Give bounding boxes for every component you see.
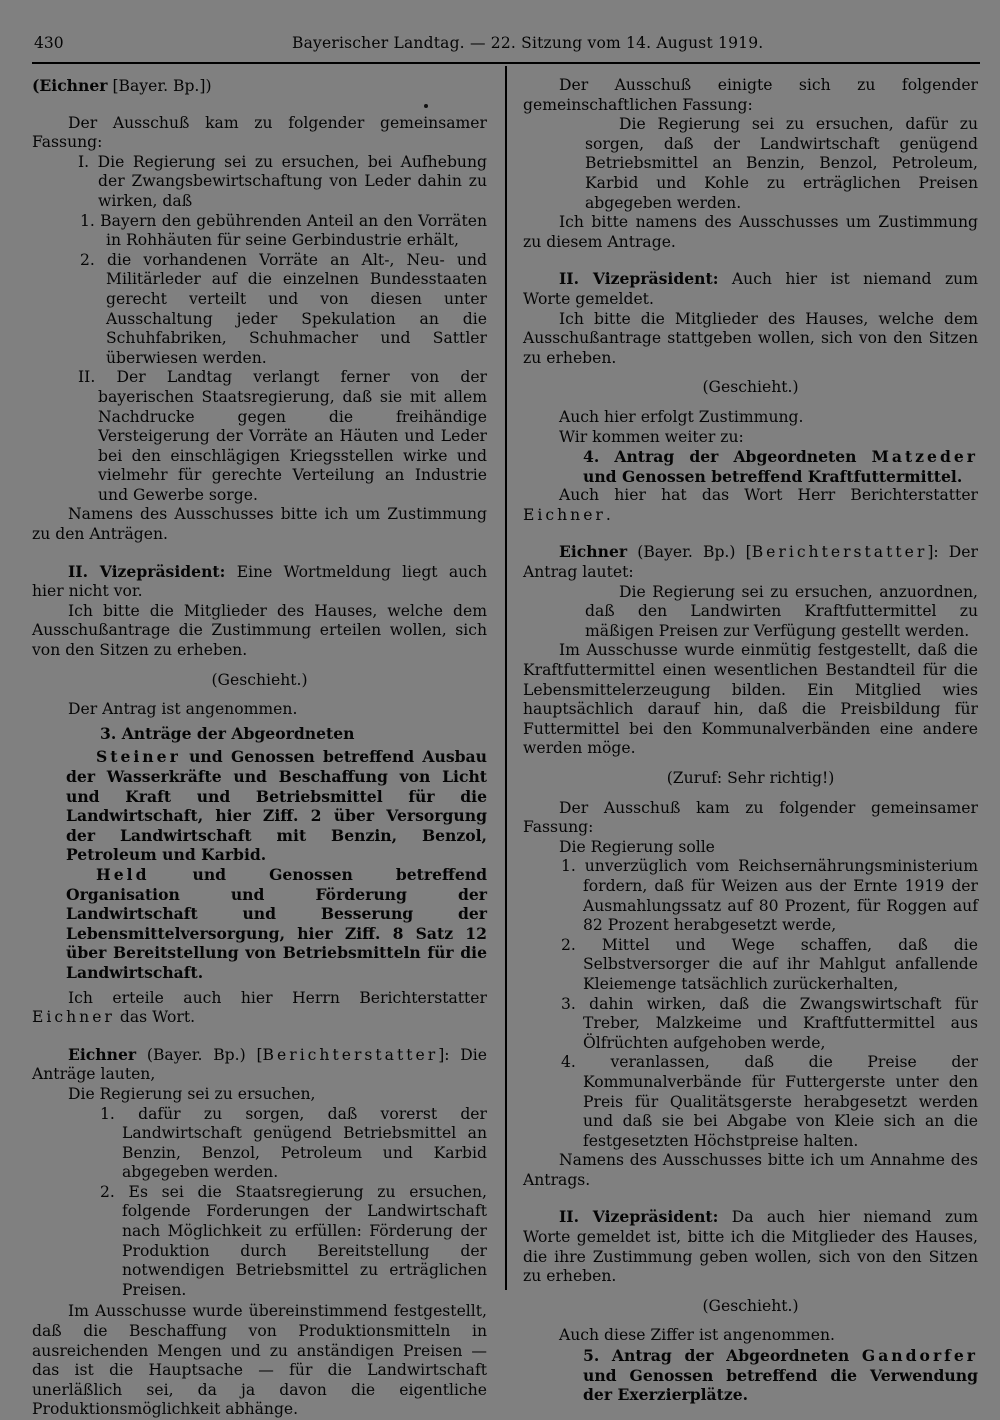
text-run: (Bayer. Bp.) [ [136, 1045, 263, 1064]
paragraph: Namens des Ausschusses bitte ich um Annahme des Antrags. [523, 1151, 978, 1189]
paragraph: Wir kommen weiter zu: [559, 427, 744, 446]
page-header [34, 34, 974, 58]
list-item: 2. Es sei die Staatsregierung zu ersuchen, folgende Forderungen der Landwirtschaft nach Möglichkeit zu erfüllen: Förderung der Produktion durch Bereitstellung der notwendigen Betriebsmittel zu erträglichen Preisen. [100, 1182, 487, 1299]
speaker-name: Eichner [559, 542, 628, 562]
list-item: 2. Mittel und Wege schaffen, daß die Selbstversorger die auf ihr Mahlgut anfallende Kleiemenge tatsächlich zurückerhalten, [561, 935, 978, 993]
paragraph: Ich bitte namens des Ausschusses um Zustimmung zu diesem Antrage. [523, 213, 978, 251]
paragraph: Die Regierung sei zu ersuchen, [68, 1084, 316, 1103]
list-item: 3. dahin wirken, daß die Zwangswirtschaft für Treber, Malzkeime und Kraftfuttermittel aus Ölfrüchten aufgehoben werde, [561, 994, 978, 1052]
block-quote: Die Regierung sei zu ersuchen, dafür zu sorgen, daß der Landwirtschaft genügend Betriebsmittel an Benzin, Benzol, Petroleum, Karbid und Kohle zu erträglichen Preisen abgegeben werden. [585, 115, 978, 212]
speech-text: Eine Wortmeldung liegt auch hier nicht vor. [32, 562, 487, 601]
reporter-name: Eichner [32, 1008, 115, 1027]
motion-subject: und Genossen betreffend Organisation und Förderung der Landwirtschaft und Besserung der Lebensmittelversorgung, hier Ziff. 8 Satz 12 über Bereitstellung von Betriebsmitteln für die Landwirtschaft. [66, 864, 487, 982]
text-run: 4. Antrag der Abgeordneten [583, 447, 872, 467]
text-run: und Genossen betreffend die Verwendung der Exerzierplätze. [583, 1365, 978, 1405]
paragraph: Im Ausschusse wurde einmütig festgestellt, daß die Kraftfuttermittel einen wesentlichen Bestandteil für die Lebensmittelerzeugung bilden. Ein Mitglied wies hauptsächlich darauf hin, daß die Preisbildung für Futtermittel bei den Kommunalverbänden eine andere werden möge. [523, 641, 978, 758]
text-run: und Genossen betreffend Kraftfuttermittel. [583, 466, 963, 486]
speaker-head [32, 76, 487, 97]
motion-author: Matzeder [871, 447, 978, 467]
paragraph: Der Antrag ist angenommen. [68, 700, 298, 719]
role-label: Berichterstatter [751, 543, 928, 562]
right-column [523, 70, 978, 1405]
speaker-paragraph [32, 562, 487, 602]
speaker-name: Eichner [68, 1044, 137, 1064]
paragraph: Ich bitte die Mitglieder des Hauses, welche dem Ausschußantrage die Zustimmung erteilen wollen, sich von den Sitzen zu erheben. [32, 601, 487, 660]
list-item: 4. veranlassen, daß die Preise der Kommunalverbände für Futtergerste unter den Preis für Qualitätsgerste herabgesetzt werden und daß sie bei Abgabe von Kleie sich an die festgesetzten Höchstpreise halten. [561, 1053, 978, 1150]
speaker-name: II. Vizepräsident: [559, 1207, 719, 1227]
agenda-heading [523, 447, 978, 486]
paragraph: Die Regierung solle [559, 837, 715, 856]
speaker-party: [Bayer. Bp.]) [107, 77, 212, 95]
text-run: ]: Der Antrag lautet: [523, 543, 978, 582]
paragraph: Im Ausschusse wurde übereinstimmend festgestellt, daß die Beschaffung von Produktionsmitteln in ausreichenden Mengen und zu anständigen Preisen — das ist die Hauptsache — für die Landwirtschaft unerläßlich sei, da ja davon die eigentliche Produktionsmöglichkeit abhänge. [32, 1302, 487, 1419]
paragraph [32, 989, 487, 1028]
motion-author: Held [96, 864, 150, 884]
text-run: Ich erteile auch hier Herrn Berichterstatter [68, 988, 487, 1007]
paragraph: Namens des Ausschusses bitte ich um Zustimmung zu den Anträgen. [32, 505, 487, 544]
ink-speck [424, 104, 428, 108]
text-run: das Wort. [114, 1008, 196, 1027]
paragraph: Auch diese Ziffer ist angenommen. [559, 1326, 835, 1345]
speech-text: Da auch hier niemand zum Worte gemeldet ist, bitte ich die Mitglieder des Hauses, die ihre Zustimmung geben wollen, sich von den Sitzen zu erheben. [523, 1208, 978, 1286]
speaker-paragraph [523, 1207, 978, 1286]
paragraph: Der Ausschuß kam zu folgender gemeinsamer Fassung: [523, 798, 978, 837]
paragraph: Ich bitte die Mitglieder des Hauses, welche dem Ausschußantrage stattgeben wollen, sich von den Sitzen zu erheben. [523, 309, 978, 367]
paragraph: Der Ausschuß kam zu folgender gemeinsamer Fassung: [32, 113, 487, 152]
header-rule [32, 62, 980, 64]
list-item: 1. unverzüglich vom Reichsernährungsministerium fordern, daß für Weizen aus der Ernte 1919 der Ausmahlungssatz auf 80 Prozent, für Roggen auf 82 Prozent herabgesetzt werde, [561, 857, 978, 935]
motion-text [32, 747, 487, 865]
speaker-paragraph [523, 542, 978, 582]
text-run: Auch hier hat das Wort Herr Berichterstatter [559, 486, 978, 505]
page-number: 430 [34, 34, 64, 52]
agenda-heading [523, 1346, 978, 1405]
agenda-heading: 3. Anträge der Abgeordneten [100, 723, 355, 743]
speaker-name: II. Vizepräsident: [68, 561, 226, 581]
text-run: 5. Antrag der Abgeordneten [583, 1346, 862, 1366]
motion-text [32, 865, 487, 983]
stage-direction: (Geschieht.) [702, 1296, 799, 1315]
list-item: I. Die Regierung sei zu ersuchen, bei Aufhebung der Zwangsbewirtschaftung von Leder dahin zu wirken, daß [78, 152, 487, 210]
text-run: (Bayer. Bp.) [ [627, 543, 752, 562]
stage-direction: (Geschieht.) [702, 378, 799, 397]
paragraph: Auch hier erfolgt Zustimmung. [559, 407, 804, 426]
paragraph: Der Ausschuß einigte sich zu folgender gemeinschaftlichen Fassung: [523, 76, 978, 114]
speaker-paragraph [32, 1045, 487, 1085]
reporter-name: Eichner [523, 505, 606, 524]
role-label: Berichterstatter [262, 1045, 439, 1064]
motion-author: Steiner [96, 747, 181, 767]
stage-direction: (Geschieht.) [211, 670, 308, 689]
text-run: ]: Die Anträge lauten, [32, 1045, 488, 1084]
speaker-name: (Eichner [32, 76, 108, 95]
motion-subject: und Genossen betreffend Ausbau der Wasserkräfte und Beschaffung von Licht und Kraft und Betriebsmittel für die Landwirtschaft, hier Ziff. 2 über Versorgung der Landwirtschaft mit Benzin, Benzol, Petroleum und Karbid. [66, 747, 487, 865]
left-column [32, 70, 487, 1420]
column-divider [505, 66, 507, 1290]
speaker-name: II. Vizepräsident: [559, 269, 719, 289]
paragraph [523, 486, 978, 525]
stage-direction: (Zuruf: Sehr richtig!) [666, 769, 835, 787]
list-item: II. Der Landtag verlangt ferner von der bayerischen Staatsregierung, daß sie mit allem Nachdrucke gegen die freihändige Versteigerung der Vorräte an Häuten und Leder bei den einschlägigen Kriegsstellen wirke und vielmehr für gerechte Verteilung an Industrie und Gewerbe sorge. [78, 368, 487, 504]
text-run: . [605, 505, 611, 524]
running-title: Bayerischer Landtag. — 22. Sitzung vom 14. August 1919. [292, 34, 764, 52]
speech-text: Auch hier ist niemand zum Worte gemeldet. [523, 270, 978, 308]
motion-author: Gandorfer [861, 1346, 978, 1366]
speaker-paragraph [523, 269, 978, 309]
block-quote: Die Regierung sei zu ersuchen, anzuordnen, daß den Landwirten Kraftfuttermittel zu mäßigen Preisen zur Verfügung gestellt werden. [585, 582, 978, 640]
list-item: 1. Bayern den gebührenden Anteil an den Vorräten in Rohhäuten für seine Gerbindustrie erhält, [80, 211, 487, 250]
list-item: 1. dafür zu sorgen, daß vorerst der Landwirtschaft genügend Betriebsmittel an Benzin, Benzol, Petroleum und Karbid abgegeben werden. [100, 1104, 487, 1182]
list-item: 2. die vorhandenen Vorräte an Alt-, Neu- und Militärleder auf die einzelnen Bundesstaaten gerecht verteilt und von diesen unter Ausschaltung jeder Spekulation an die Schuhfabriken, Schuhmacher und Sattler überwiesen werden. [80, 250, 487, 367]
